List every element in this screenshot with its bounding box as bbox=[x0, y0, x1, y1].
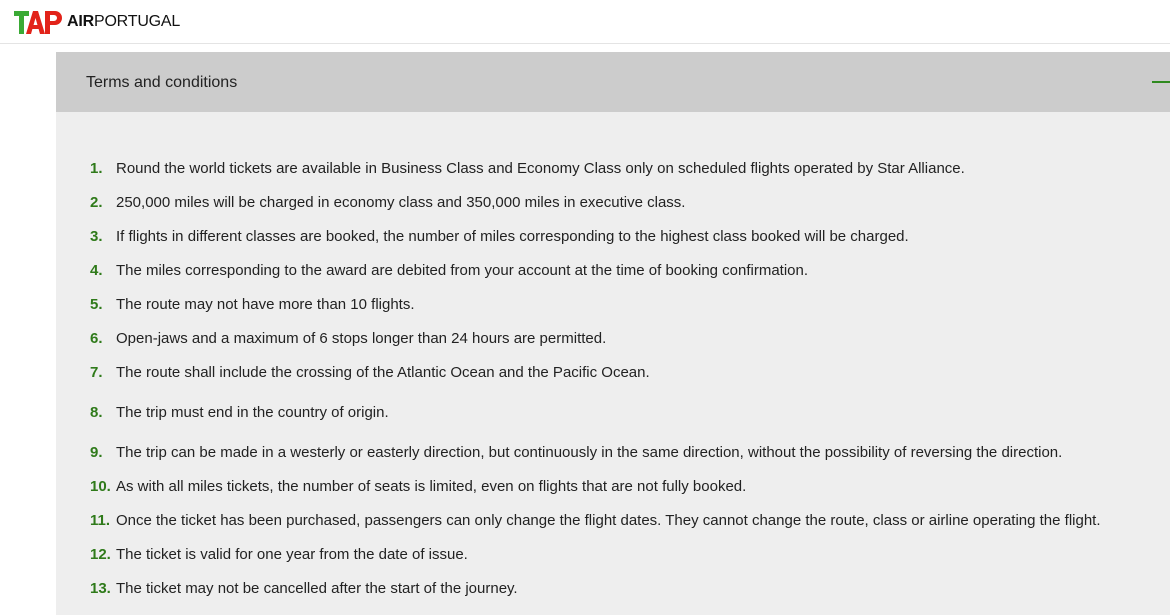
terms-list-item bbox=[90, 443, 1062, 463]
term-text: Round the world tickets are available in Business Class and Economy Class only on scheduled flights operated by Star Alliance. bbox=[116, 160, 965, 177]
term-text: The ticket may not be cancelled after the start of the journey. bbox=[116, 580, 518, 597]
terms-accordion bbox=[56, 52, 1170, 615]
minus-icon[interactable] bbox=[1152, 81, 1170, 83]
terms-list-item bbox=[90, 329, 606, 349]
term-text: As with all miles tickets, the number of seats is limited, even on flights that are not fully booked. bbox=[116, 478, 747, 495]
terms-accordion-header[interactable] bbox=[56, 52, 1170, 112]
terms-accordion-body bbox=[56, 112, 1170, 615]
term-text: If flights in different classes are booked, the number of miles corresponding to the highest class booked will be charged. bbox=[116, 228, 909, 245]
terms-list-item bbox=[90, 579, 518, 599]
term-text: The route shall include the crossing of the Atlantic Ocean and the Pacific Ocean. bbox=[116, 364, 650, 381]
terms-list-item bbox=[90, 403, 389, 423]
term-text: 250,000 miles will be charged in economy class and 350,000 miles in executive class. bbox=[116, 194, 686, 211]
term-text: Open-jaws and a maximum of 6 stops longer than 24 hours are permitted. bbox=[116, 330, 607, 347]
term-text: The trip can be made in a westerly or easterly direction, but continuously in the same direction, without the possibility of reversing the direction. bbox=[116, 444, 1063, 461]
site-header bbox=[0, 0, 1170, 44]
term-number: 8. bbox=[90, 404, 103, 421]
terms-list-item bbox=[90, 511, 1101, 531]
term-number: 12. bbox=[90, 546, 111, 563]
terms-list-item bbox=[90, 193, 685, 213]
term-text: The route may not have more than 10 flights. bbox=[116, 296, 415, 313]
term-number: 11. bbox=[90, 512, 111, 529]
terms-list-item bbox=[90, 159, 965, 179]
terms-accordion-title: Terms and conditions bbox=[86, 74, 238, 91]
tap-air-portugal-logo[interactable] bbox=[14, 7, 180, 37]
term-number: 7. bbox=[90, 364, 103, 381]
brand-prefix: AIR bbox=[67, 13, 94, 30]
term-number: 1. bbox=[90, 160, 103, 177]
term-number: 13. bbox=[90, 580, 111, 597]
term-text: Once the ticket has been purchased, passengers can only change the flight dates. They cannot change the route, class or airline operating the flight. bbox=[116, 512, 1101, 529]
brand-name bbox=[67, 7, 180, 37]
term-number: 5. bbox=[90, 296, 103, 313]
term-text: The ticket is valid for one year from the date of issue. bbox=[116, 546, 468, 563]
terms-list-item bbox=[90, 363, 650, 383]
terms-list-item bbox=[90, 261, 808, 281]
term-number: 2. bbox=[90, 194, 103, 211]
term-number: 10. bbox=[90, 478, 111, 495]
term-text: The miles corresponding to the award are debited from your account at the time of booking confirmation. bbox=[116, 262, 809, 279]
terms-list-item bbox=[90, 477, 746, 497]
term-number: 4. bbox=[90, 262, 103, 279]
terms-list-item bbox=[90, 295, 415, 315]
term-text: The trip must end in the country of origin. bbox=[116, 404, 389, 421]
brand-suffix: PORTUGAL bbox=[93, 13, 181, 30]
terms-list-item bbox=[90, 227, 909, 247]
term-number: 3. bbox=[90, 228, 103, 245]
term-number: 6. bbox=[90, 330, 103, 347]
term-number: 9. bbox=[90, 444, 103, 461]
terms-list-item bbox=[90, 545, 468, 565]
tap-logo-icon bbox=[14, 7, 62, 37]
